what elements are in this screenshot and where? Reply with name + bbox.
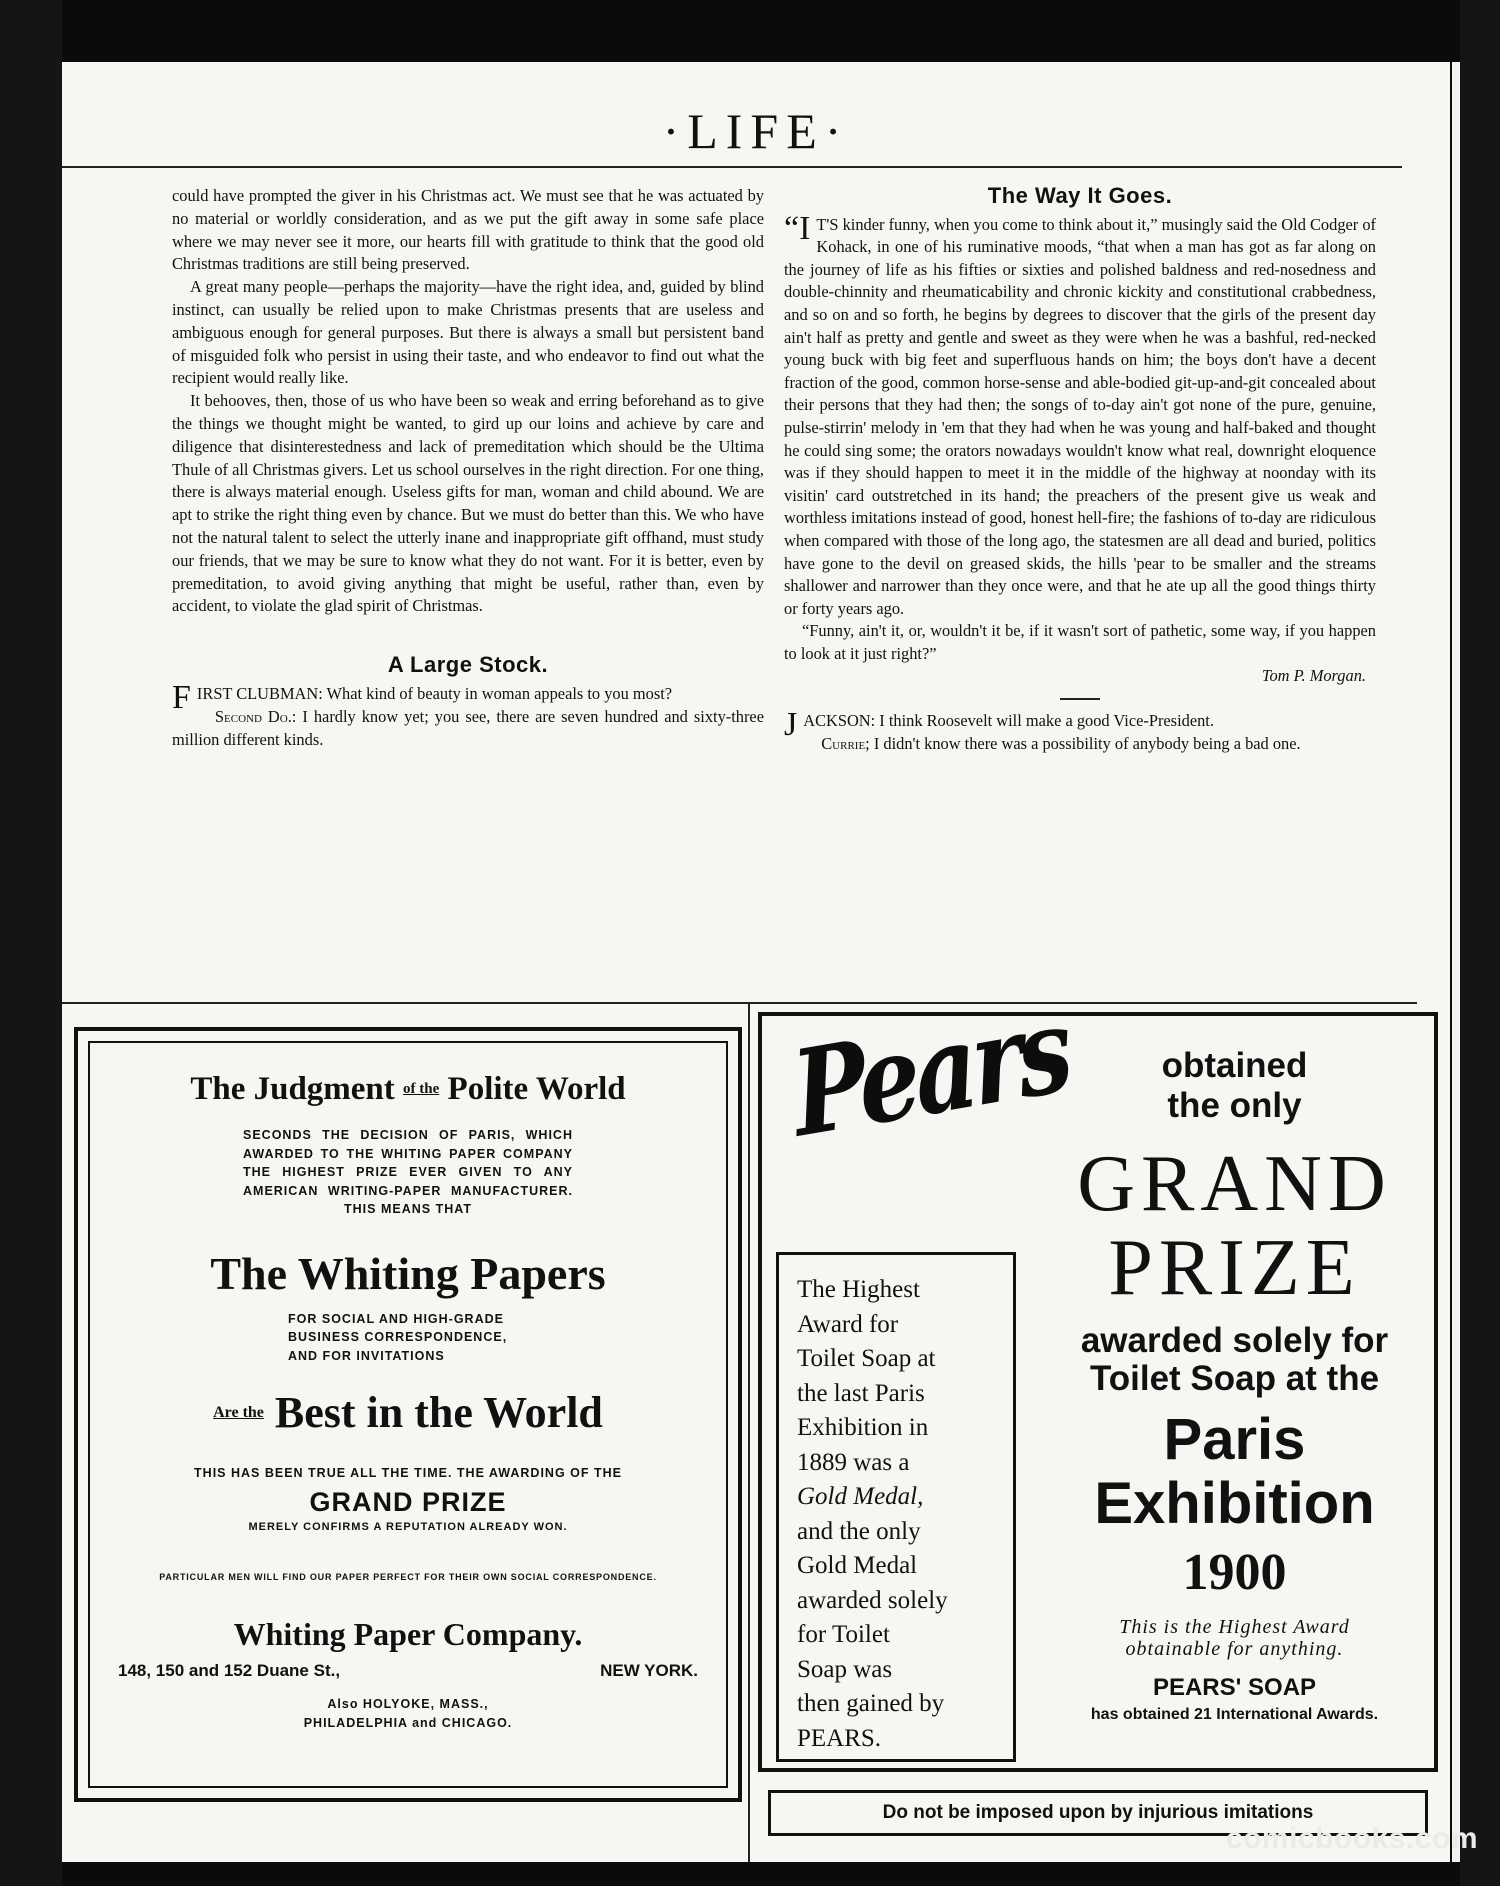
- drop-cap: F: [172, 678, 191, 716]
- paragraph: could have prompted the giver in his Christmas act. We must see that he was actuated by no material or worldly consideration, and as we put the gift away in some safe place where we may never see it more, our hearts fill with gratitude to think that the good old Christmas traditions are still being preserved.: [172, 186, 764, 274]
- particular-men-text: PARTICULAR MEN WILL FIND OUR PAPER PERFECT FOR THEIR OWN SOCIAL CORRESPONDENCE.: [159, 1572, 657, 1582]
- highest-award-box-text: [779, 1255, 1013, 1774]
- company-address-line: [90, 1653, 726, 1681]
- box-line: Gold Medal,: [797, 1483, 924, 1510]
- box-line: Toilet Soap at: [797, 1345, 936, 1372]
- toilet-soap-text: Toilet Soap at the: [1089, 1359, 1380, 1398]
- paragraph: It behooves, then, those of us who have been so weak and erring beforehand as to give the things we thought might be wanted, to gird up our loins and achieve by care and diligence that disinterestedness and lack of premeditation which should be the Ultima Thule of all Christmas givers. Let us school ourselves in the right direction. For one thing, there is always material enough. Useless gifts for man, woman and child abound. We are apt to strike the right thing even by chance. But we must do better than this. We who have not the natural talent to select the utterly inane and inappropriate gift offhand, must study our friends, that we may be sure to know what they do not want. For it is better, even by premeditation, to avoid giving anything that might be useful, rather than, even by accident, to violate the glad spirit of Christmas.: [172, 391, 764, 616]
- scan-border-left: [0, 0, 62, 1886]
- ad-separator-rule: [62, 1002, 1417, 1004]
- dialogue-text: I didn't know there was a possibility of anybody being a bad one.: [873, 733, 1301, 753]
- right-column: [784, 185, 1376, 755]
- ad-seconds-text: SECONDS THE DECISION OF PARIS, WHICH AWARDED TO THE WHITING PAPER COMPANY THE HIGHEST PRIZE EVER GIVEN TO ANY AMERICAN WRITING-PAPER MANUFACTURER. THIS MEANS THAT: [243, 1128, 573, 1216]
- box-line: 1889 was a: [797, 1448, 910, 1476]
- dialogue-text: ACKSON: I think Roosevelt will make a good Vice-President.: [803, 711, 1214, 731]
- dialogue-text: IRST CLUBMAN: What kind of beauty in woman appeals to you most?: [196, 683, 673, 703]
- pears-soap-ad: [758, 979, 1448, 1842]
- best-in-world-text: Best in the World: [274, 1388, 603, 1437]
- box-line: Exhibition in: [797, 1414, 929, 1441]
- story-text: T'S kinder funny, when you come to think about it,” musingly said the Old Codger of Kohack, in one of his ruminative moods, “that when a man has got as far along on the journey of life as his fifties or sixties and polished baldness and red-nosedness and double-chinnity and rheumaticability and chronic kickity and constitutional crabbedness, and so on and so forth, he begins by degrees to discover that the girls of the present day ain't half as pretty and gentle and sweet as they were when he was a bashful, red-necked young buck with big feet and superfluous hands on him; the boys don't have a decent fraction of the good, common horse-sense and able-bodied git-up-and-git concealed about their persons that they had then; the songs of to-day ain't got none of the pure, genuine, pulse-stirrin' melody in 'em that they had when he was young and half-baked and thought he could sing some; the orators nowadays wouldn't know what real, downright eloquence was if they should happen to meet it in the middle of the highway at noonday with its visitin' card outstretched in its hand; the preachers of the present give us weak and worthless imitations instead of good, honest hell-fire; the fashions of to-day are ridiculous when compared with those of the long ago, the statesmen are all dead and buried, politics have gone to the devil on greased skids, the hills 'pear to be smaller and the streams shallower and narrower than they once were, and that he ate up all the good things thirty or forty years ago.: [784, 214, 1376, 618]
- the-only-text: the only: [1167, 1086, 1302, 1125]
- are-the-label: Are the: [213, 1404, 264, 1421]
- article-heading: The Way It Goes.: [987, 183, 1173, 208]
- international-awards-text: has obtained 21 International Awards.: [1090, 1706, 1379, 1723]
- highest-award-box: [776, 1252, 1016, 1762]
- drop-cap: J: [784, 706, 798, 744]
- box-line: the last Paris: [797, 1379, 925, 1407]
- speaker-label: Currie;: [821, 733, 870, 753]
- story-closing: “Funny, ain't it, or, wouldn't it be, if it wasn't sort of pathetic, some way, if you happen to look at it just right?”: [784, 621, 1376, 663]
- box-line: Award for: [797, 1310, 899, 1338]
- true-all-time-text: THIS HAS BEEN TRUE ALL THE TIME. THE AWARDING OF THE: [194, 1466, 622, 1480]
- pears-soap-text: PEARS' SOAP: [1152, 1674, 1317, 1701]
- exhibition-text: Exhibition: [1094, 1471, 1375, 1536]
- paris-text: Paris: [1163, 1407, 1306, 1472]
- box-line: The Highest: [797, 1276, 920, 1303]
- pears-main-copy: [1042, 1046, 1427, 1724]
- ad-headline: [90, 1071, 726, 1108]
- best-in-world-line: [90, 1387, 726, 1438]
- ad-column-divider: [748, 1004, 750, 1862]
- pears-logo: Pears: [786, 979, 1075, 1164]
- magazine-page: [62, 62, 1450, 1862]
- city-name: NEW YORK.: [600, 1661, 698, 1680]
- paragraph: A great many people—perhaps the majority—have the right idea, and, guided by blind instinct, can usually be relied upon to make Christmas presents that are useless and ambiguous enough for general purposes. But there is always a small but persistent band of misguided folk who persist in using their taste, and who endeavor to find out what the recipient would really like.: [172, 277, 764, 388]
- grand-text: GRAND: [1077, 1140, 1392, 1228]
- box-line: then gained by: [797, 1690, 945, 1717]
- speaker-label: Second Do.:: [214, 706, 297, 726]
- separator-rule: [1060, 698, 1100, 700]
- headline-part: The Judgment: [190, 1071, 395, 1107]
- box-line: PEARS.: [797, 1724, 882, 1752]
- headline-connector: of the: [403, 1081, 440, 1097]
- street-address: 148, 150 and 152 Duane St.,: [118, 1661, 341, 1680]
- whiting-papers-title: The Whiting Papers: [210, 1247, 606, 1299]
- box-line: Soap was: [797, 1655, 893, 1683]
- dialogue-text: I hardly know yet; you see, there are seven hundred and sixty-three million different kinds.: [172, 706, 764, 749]
- dialogue-line: [172, 706, 764, 752]
- whiting-ad-inner-frame: [88, 1041, 728, 1788]
- scan-border-right: [1460, 0, 1500, 1886]
- box-line: for Toilet: [797, 1621, 890, 1648]
- box-line: Gold Medal: [797, 1552, 918, 1579]
- obtainable-text: obtainable for anything.: [1125, 1638, 1344, 1660]
- drop-cap: “I: [784, 209, 811, 247]
- whiting-paper-ad: [74, 1027, 742, 1802]
- company-name: Whiting Paper Company.: [233, 1616, 583, 1652]
- confirms-text: MERELY CONFIRMS A REPUTATION ALREADY WON.: [248, 1520, 568, 1533]
- box-line: and the only: [797, 1517, 921, 1545]
- next-page-edge: [1452, 62, 1460, 1862]
- obtained-text: obtained: [1161, 1046, 1308, 1085]
- awarded-solely-text: awarded solely for: [1080, 1321, 1389, 1360]
- masthead-title: ·LIFE·: [662, 103, 850, 159]
- pears-ad-frame: [758, 979, 1438, 1772]
- branch-location: Also HOLYOKE, MASS.,: [327, 1697, 489, 1711]
- dialogue-line: [784, 733, 1376, 756]
- imitations-warning: Do not be imposed upon by injurious imitations: [768, 1790, 1428, 1836]
- left-column: [172, 185, 764, 751]
- exhibition-year: 1900: [1182, 1544, 1287, 1601]
- masthead-rule: [62, 166, 1402, 168]
- prize-text: PRIZE: [1108, 1224, 1361, 1312]
- branch-location: PHILADELPHIA and CHICAGO.: [303, 1715, 513, 1730]
- headline-part: Polite World: [447, 1071, 626, 1107]
- highest-award-text: This is the Highest Award: [1119, 1616, 1350, 1638]
- grand-prize-text: GRAND PRIZE: [309, 1486, 507, 1517]
- ad-usage-text: FOR SOCIAL AND HIGH-GRADE BUSINESS CORRESPONDENCE, AND FOR INVITATIONS: [288, 1311, 508, 1363]
- article-heading: A Large Stock.: [387, 652, 549, 678]
- box-line: awarded solely: [797, 1586, 948, 1614]
- site-watermark: comicbooks.com: [1225, 1822, 1478, 1855]
- author-signature: Tom P. Morgan.: [1261, 666, 1366, 686]
- story-body: [784, 209, 1376, 621]
